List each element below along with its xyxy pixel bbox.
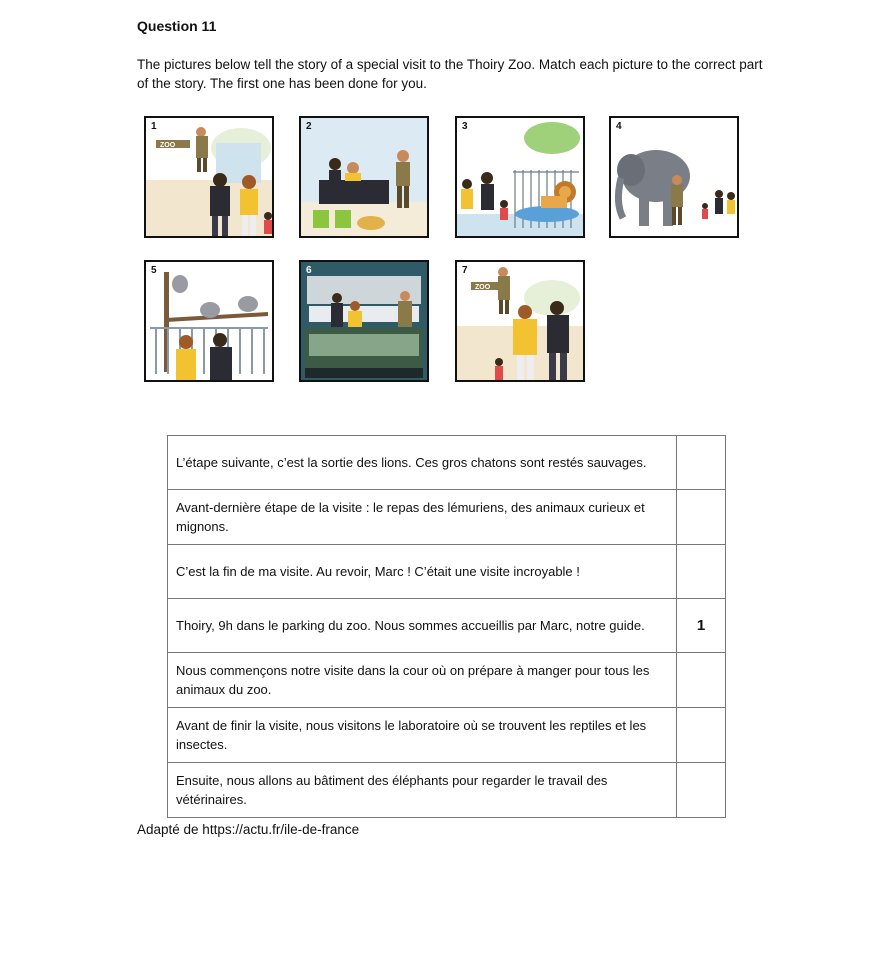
- story-text: Ensuite, nous allons au bâtiment des éléphants pour regarder le travail des vétérinaires.: [168, 763, 677, 818]
- picture-number: 4: [616, 121, 622, 132]
- table-row: [168, 490, 726, 545]
- picture-2: [299, 116, 429, 238]
- table-row: [168, 545, 726, 599]
- story-text: Avant de finir la visite, nous visitons le laboratoire où se trouvent les reptiles et les insectes.: [168, 708, 677, 763]
- lemurs-feeding-illustration: [146, 262, 272, 380]
- zoo-sign-text: ZOO: [475, 284, 491, 291]
- picture-number: 5: [151, 265, 157, 276]
- answer-cell[interactable]: [677, 653, 726, 708]
- picture-7: [455, 260, 585, 382]
- question-instructions: The pictures below tell the story of a special visit to the Thoiry Zoo. Match each picture to the correct part of the story. The first one has been done for you.: [137, 57, 763, 91]
- picture-number: 3: [462, 121, 468, 132]
- picture-number: 7: [462, 265, 468, 276]
- answer-cell[interactable]: [677, 490, 726, 545]
- story-text: Nous commençons notre visite dans la cour où on prépare à manger pour tous les animaux du zoo.: [168, 653, 677, 708]
- picture-number: 6: [306, 265, 312, 276]
- picture-number: 2: [306, 121, 312, 132]
- picture-4: [609, 116, 739, 238]
- question-title: Question 11: [137, 18, 217, 34]
- table-row: [168, 599, 726, 653]
- table-row: [168, 653, 726, 708]
- story-text: Thoiry, 9h dans le parking du zoo. Nous sommes accueillis par Marc, notre guide.: [168, 599, 677, 653]
- story-text: C’est la fin de ma visite. Au revoir, Marc ! C’était une visite incroyable !: [168, 545, 677, 599]
- answer-cell[interactable]: [677, 708, 726, 763]
- goodbye-illustration: [457, 262, 583, 380]
- answer-cell[interactable]: 1: [677, 599, 726, 653]
- source-credit: Adapté de https://actu.fr/ile-de-france: [137, 822, 360, 837]
- elephant-vet-illustration: [611, 118, 737, 236]
- picture-1: [144, 116, 274, 238]
- story-text: L’étape suivante, c’est la sortie des lions. Ces gros chatons sont restés sauvages.: [168, 436, 677, 490]
- matching-table: [167, 435, 726, 818]
- laboratory-illustration: [301, 262, 427, 380]
- table-row: [168, 708, 726, 763]
- food-preparation-illustration: [301, 118, 427, 236]
- picture-5: [144, 260, 274, 382]
- picture-3: [455, 116, 585, 238]
- answer-cell[interactable]: [677, 436, 726, 490]
- picture-6: [299, 260, 429, 382]
- parking-welcome-illustration: [146, 118, 272, 236]
- table-row: [168, 436, 726, 490]
- answer-cell[interactable]: [677, 763, 726, 818]
- answer-cell[interactable]: [677, 545, 726, 599]
- picture-number: 1: [151, 121, 157, 132]
- table-row: [168, 763, 726, 818]
- story-text: Avant-dernière étape de la visite : le repas des lémuriens, des animaux curieux et mignons.: [168, 490, 677, 545]
- lions-enclosure-illustration: [457, 118, 583, 236]
- zoo-sign-text: ZOO: [160, 142, 176, 149]
